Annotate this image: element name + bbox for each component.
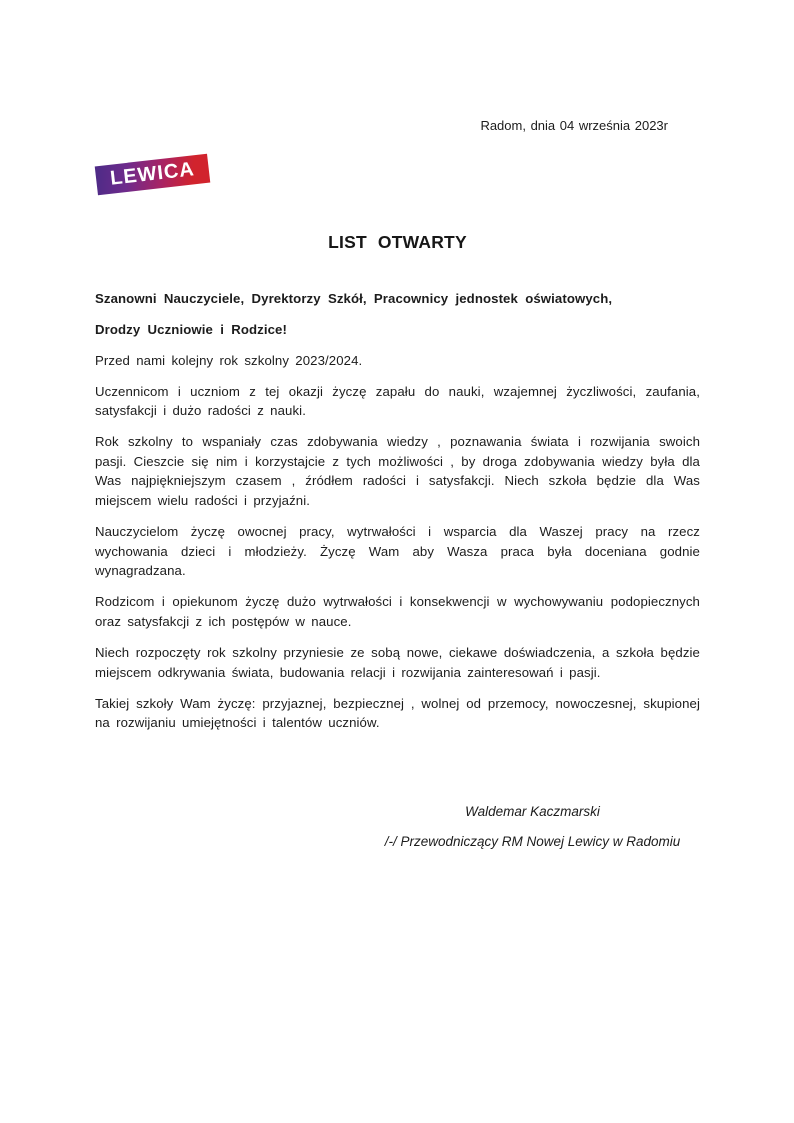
paragraph-new-experiences: Niech rozpoczęty rok szkolny przyniesie ze sobą nowe, ciekawe doświadczenia, a szkoła będzie miejscem odkrywania świata, budowania relacji i rozwijania zainteresowań i pasji.: [95, 645, 700, 680]
paragraph-parents-wishes: Rodzicom i opiekunom życzę dużo wytrwałości i konsekwencji w wychowywaniu podopiecznych oraz satysfakcji z ich postępów w nauce.: [95, 594, 700, 630]
salutation-line-1: Szanowni Nauczyciele, Dyrektorzy Szkół, Pracownicy jednostek oświatowych,: [95, 291, 613, 306]
signature-name: Waldemar Kaczmarski: [465, 804, 600, 819]
paragraph-school-year: Przed nami kolejny rok szkolny 2023/2024.: [95, 352, 363, 368]
lewica-logo-banner: [95, 154, 211, 196]
salutation-line-2: Drodzy Uczniowie i Rodzice!: [95, 321, 287, 337]
paragraph-school-year-value: Rok szkolny to wspaniały czas zdobywania wiedzy , poznawania świata i rozwijania swoich pasji. Cieszcie się nim i korzystajcie z tych możliwości , by droga zdobywania wiedzy była dla Was najpiękniejszym czasem , źródłem radości i satysfakcji. Niech szkoła będzie dla Was miejscem wielu radości i przyjaźni.: [95, 434, 700, 509]
lewica-logo-text: LEWICA: [109, 158, 196, 190]
date-line: Radom, dnia 04 września 2023r: [480, 118, 668, 133]
paragraph-students-wishes: Uczennicom i uczniom z tej okazji życzę zapału do nauki, wzajemnej życzliwości, zaufania, satysfakcji i dużo radości z nauki.: [95, 383, 700, 419]
signature-block: [365, 802, 700, 852]
paragraph-teachers-wishes: Nauczycielom życzę owocnej pracy, wytrwałości i wsparcia dla Waszej pracy na rzecz wychowania dzieci i młodzieży. Życzę Wam aby Wasza praca była doceniana godnie wynagradzana.: [95, 524, 700, 579]
lewica-logo: [95, 154, 211, 196]
letter-title: LIST OTWARTY: [328, 232, 467, 252]
paragraph-school-vision: Takiej szkoły Wam życzę: przyjaznej, bezpiecznej , wolnej od przemocy, nowoczesnej, skupionej na rozwijaniu umiejętności i talentów uczniów.: [95, 695, 700, 731]
signature-role: /-/ Przewodniczący RM Nowej Lewicy w Radomiu: [384, 834, 681, 849]
